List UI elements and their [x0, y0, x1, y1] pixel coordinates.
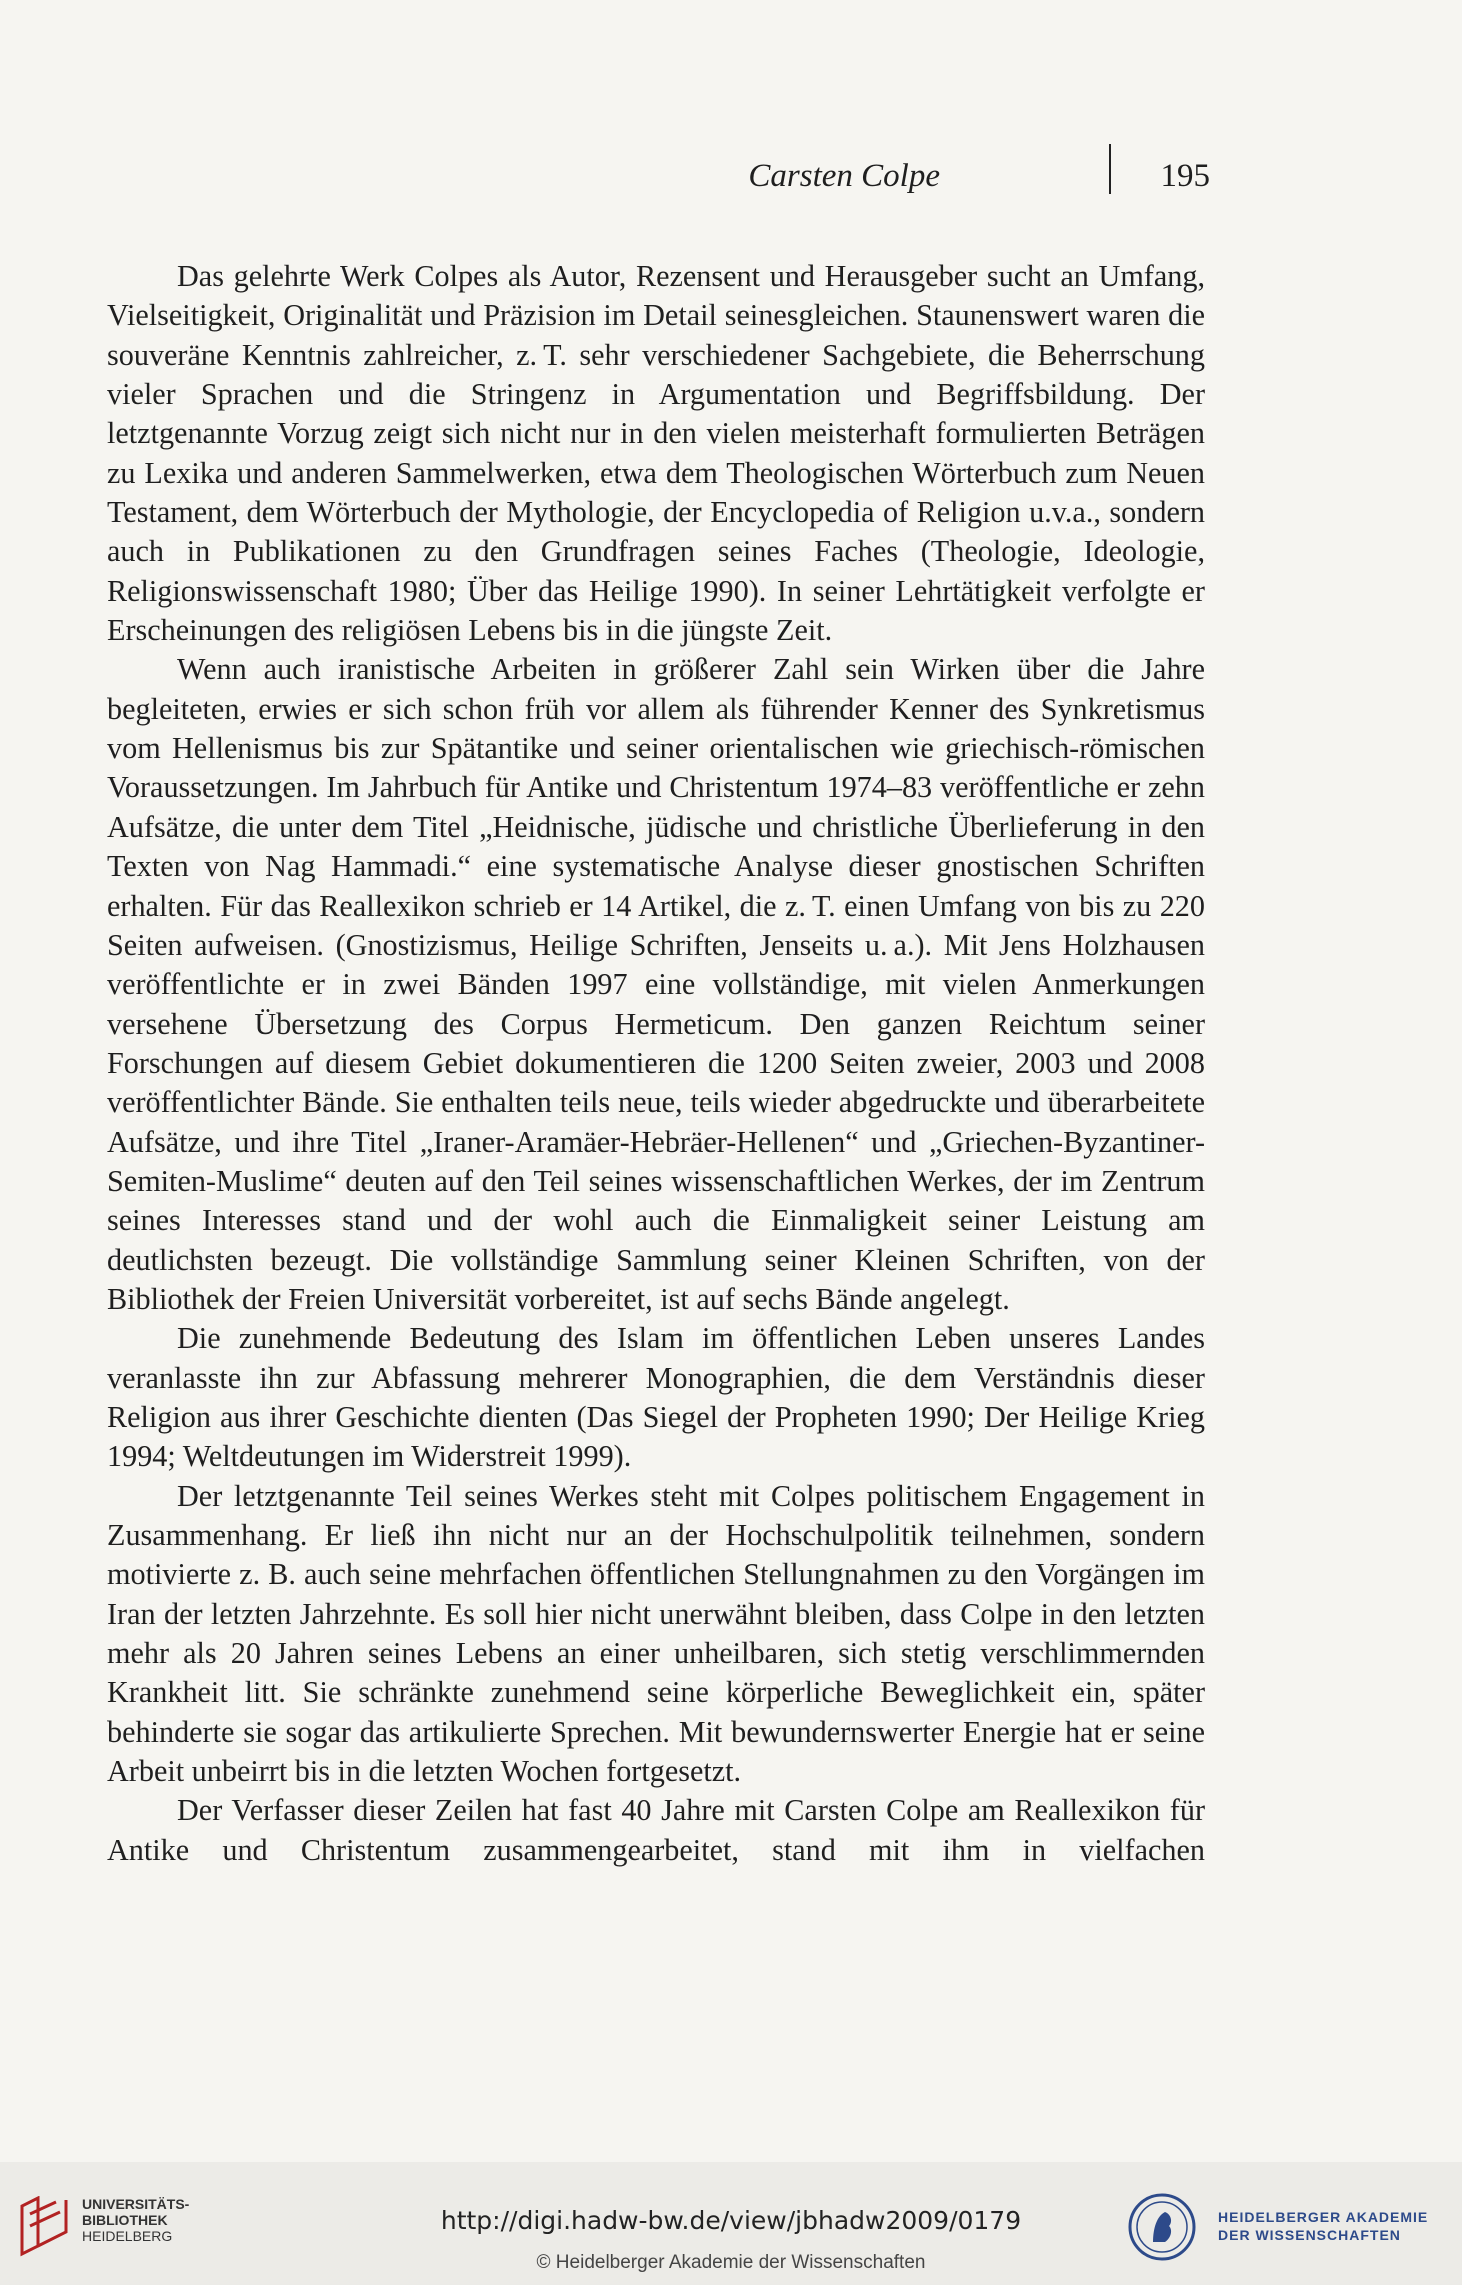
academy-name: HEIDELBERGER AKADEMIE DER WISSENSCHAFTEN — [1218, 2209, 1429, 2243]
paragraph-1: Das gelehrte Werk Colpes als Autor, Rezensent und Herausgeber sucht an Umfang, Vielseitigkeit, Originalität und Präzision im Detail seinesgleichen. Staunenswert waren die souveräne Kenntnis zahlreicher, z. T. sehr verschiedener Sachgebiete, die Beherrschung vieler Sprachen und die Stringenz in Argumentation und Begriffsbildung. Der letztgenannte Vorzug zeigt sich nicht nur in den vielen meisterhaft formulierten Beträgen zu Lexika und anderen Sammelwerken, etwa dem Theologischen Wörterbuch zum Neuen Testament, dem Wörterbuch der Mythologie, der Encyclopedia of Religion u.v.a., sondern auch in Publikationen zu den Grundfragen seines Faches (Theologie, Ideologie, Religionswissenschaft 1980; Über das Heilige 1990). In seiner Lehrtätigkeit verfolgte er Erscheinungen des religiösen Lebens bis in die jüngste Zeit. — [107, 259, 1205, 648]
running-header-author: Carsten Colpe — [748, 158, 940, 194]
paragraph-3: Die zunehmende Bedeutung des Islam im öffentlichen Leben unseres Landes veranlasste ihn zur Abfassung mehrerer Monographien, die dem Verständnis dieser Religion aus ihrer Geschichte dienten (Das Siegel der Propheten 1990; Der Heilige Krieg 1994; Weltdeutungen im Widerstreit 1999). — [107, 1321, 1205, 1474]
academy-seal-icon — [1127, 2192, 1197, 2262]
body-text — [107, 257, 1205, 1870]
copyright-notice: © Heidelberger Akademie der Wissenschaften — [536, 2252, 926, 2273]
paragraph-5: Der Verfasser dieser Zeilen hat fast 40 Jahre mit Carsten Colpe am Reallexikon für Antike und Christentum zusammengearbeitet, stand mit ihm in vielfachen — [107, 1793, 1205, 1867]
permalink-url[interactable]: http://digi.hadw-bw.de/view/jbhadw2009/0179 — [440, 2206, 1022, 2235]
page-number: 195 — [1160, 158, 1210, 194]
header-divider — [1109, 144, 1111, 194]
paragraph-2: Wenn auch iranistische Arbeiten in größerer Zahl sein Wirken über die Jahre begleiteten, erwies er sich schon früh vor allem als führender Kenner des Synkretismus vom Hellenismus bis zur Spätantike und seiner orientalischen wie griechisch-römischen Voraussetzungen. Im Jahrbuch für Antike und Christentum 1974–83 veröffentliche er zehn Aufsätze, die unter dem Titel „Heidnische, jüdische und christliche Überlieferung in den Texten von Nag Hammadi.“ eine systematische Analyse dieser gnostischen Schriften erhalten. Für das Reallexikon schrieb er 14 Artikel, die z. T. einen Umfang von bis zu 220 Seiten aufweisen. (Gnostizismus, Heilige Schriften, Jenseits u. a.). Mit Jens Holzhausen veröffentlichte er in zwei Bänden 1997 eine vollständige, mit vielen Anmerkungen versehene Übersetzung des Corpus Hermeticum. Den ganzen Reichtum seiner Forschungen auf diesem Gebiet dokumentieren die 1200 Seiten zweier, 2003 und 2008 veröffentlichter Bände. Sie enthalten teils neue, teils wieder abgedruckte und überarbeitete Aufsätze, und ihre Titel „Iraner-Aramäer-Hebräer-Hellenen“ und „Griechen-Byzantiner-Semiten-Muslime“ deuten auf den Teil seines wissenschaftlichen Werkes, der im Zentrum seines Interesses stand und der wohl auch die Einmaligkeit seiner Leistung am deutlichsten bezeugt. Die vollständige Sammlung seiner Kleinen Schriften, von der Bibliothek der Freien Universität vorbereitet, ist auf sechs Bände angelegt. — [107, 652, 1205, 1316]
paragraph-4: Der letztgenannte Teil seines Werkes steht mit Colpes politischem Engagement in Zusammenhang. Er ließ ihn nicht nur an der Hochschulpolitik teilnehmen, sondern motivierte z. B. auch seine mehrfachen öffentlichen Stellungnahmen zu den Vorgängen im Iran der letzten Jahrzehnte. Es soll hier nicht unerwähnt bleiben, dass Colpe in den letzten mehr als 20 Jahren seines Lebens an einer unheilbaren, sich stetig verschlimmernden Krankheit litt. Sie schränkte zunehmend seine körperliche Beweglichkeit ein, später behinderte sie sogar das artikulierte Sprechen. Mit bewundernswerter Energie hat er seine Arbeit unbeirrt bis in die letzten Wochen fortgesetzt. — [107, 1478, 1205, 1789]
running-header — [748, 158, 1210, 198]
digitization-footer — [0, 2162, 1462, 2285]
university-library-name: UNIVERSITÄTS- BIBLIOTHEK HEIDELBERG — [82, 2196, 190, 2244]
